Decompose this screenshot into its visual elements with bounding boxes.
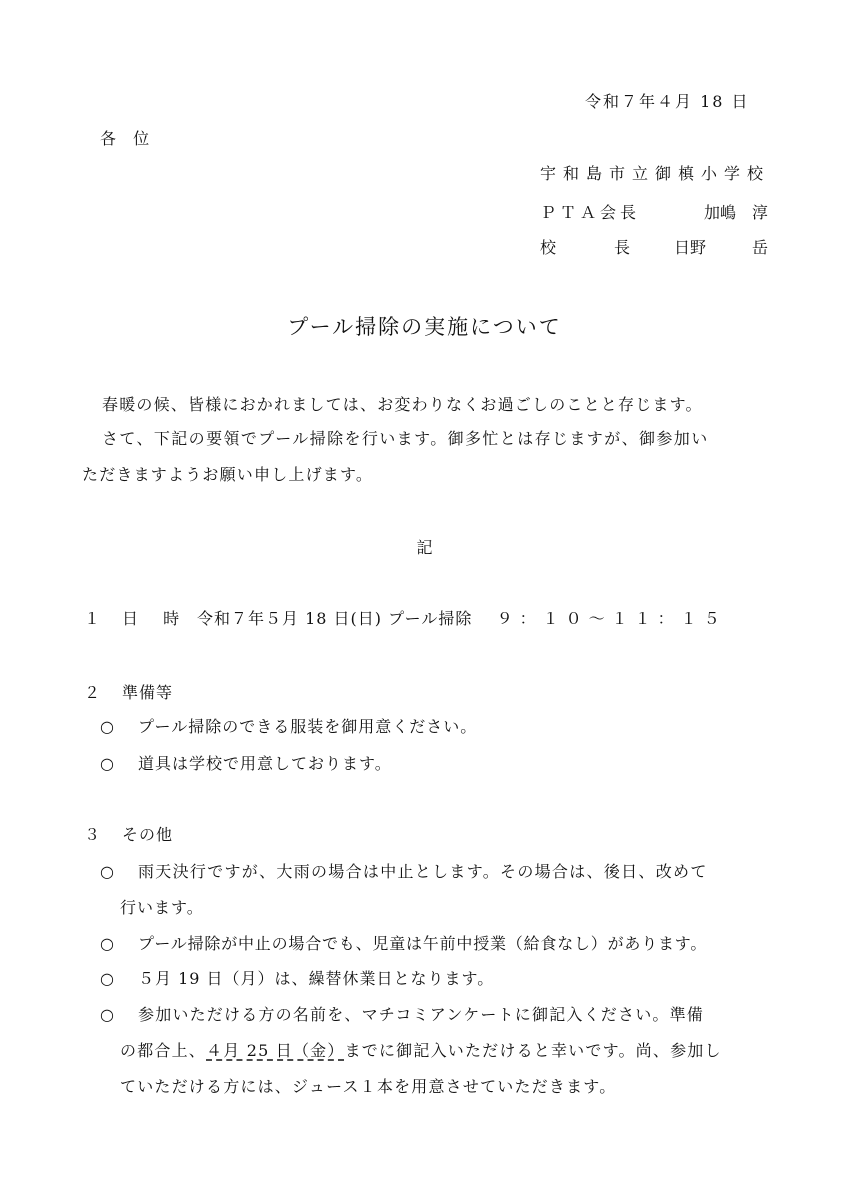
request-paragraph-line1: さて、下記の要領でプール掃除を行います。御多忙とは存じますが、御参加い [102,429,709,448]
event-date: 令和７年５月 18 日(日) [197,609,383,628]
sender-school: 宇和島市立御槙小学校 [540,164,771,183]
list-item-text: プール掃除のできる服装を御用意ください。 [138,717,478,736]
principal-name [674,238,768,258]
list-item [100,934,707,954]
section-heading: 準備等 [122,683,174,702]
document-date: 令和７年４月 18 日 [585,92,750,111]
continuation-text: の都合上、 [120,1041,207,1060]
section-heading: その他 [122,825,174,844]
section-number: ３ [84,825,102,844]
list-item [100,969,494,989]
event-name: プール掃除 [388,609,473,628]
circle-bullet-icon: ○ [100,1005,116,1024]
list-item [100,862,708,882]
continuation-text: までに御記入いただけると幸いです。尚、参加し [344,1041,722,1060]
circle-bullet-icon: ○ [100,717,115,736]
list-item [100,1005,704,1025]
addressee: 各 位 [100,129,156,148]
principal-name-part: 岳 [751,238,768,257]
list-item-text: ５月 19 日（月）は、繰替休業日となります。 [138,969,495,988]
circle-bullet-icon: ○ [100,754,115,773]
circle-bullet-icon: ○ [100,934,115,953]
list-item-continuation: 行います。 [120,898,204,917]
principal-role-part: 長 [613,238,634,257]
section-preparation-heading [84,683,173,703]
list-item-text: 参加いただける方の名前を、マチコミアンケートに御記入ください。準備 [138,1005,705,1024]
list-item-continuation [120,1041,722,1061]
circle-bullet-icon: ○ [100,862,116,881]
circle-bullet-icon: ○ [100,969,115,988]
section-other-heading [84,825,173,845]
section-label: 日 時 [122,609,190,628]
list-item-continuation: ていただける方には、ジュース１本を用意させていただきます。 [120,1077,617,1096]
list-item [100,717,477,737]
pta-name: 加嶋 淳 [703,203,768,222]
greeting-paragraph: 春暖の候、皆様におかれましては、お変わりなくお過ごしのことと存じます。 [102,395,703,414]
list-item-text: 雨天決行ですが、大雨の場合は中止とします。その場合は、後日、改めて [138,862,708,881]
principal-name-part: 日野 [674,238,707,257]
section-number: １ [84,609,102,628]
list-item-text: 道具は学校で用意しております。 [138,754,392,773]
ki-heading: 記 [416,538,433,557]
section-number: ２ [84,683,102,702]
document-title: プール掃除の実施について [287,315,562,339]
list-item [100,754,392,774]
section-datetime [84,609,727,629]
event-time: ９：１０～１１：１５ [496,609,727,628]
principal-role-part: 校 [540,238,561,257]
pta-role: ＰＴＡ会長 [540,203,641,222]
list-item-text: プール掃除が中止の場合でも、児童は午前中授業（給食なし）があります。 [138,934,708,953]
principal-role [540,238,634,258]
deadline-date: ４月 25 日（金） [206,1041,345,1060]
request-paragraph-line2: ただきますようお願い申し上げます。 [82,465,374,484]
